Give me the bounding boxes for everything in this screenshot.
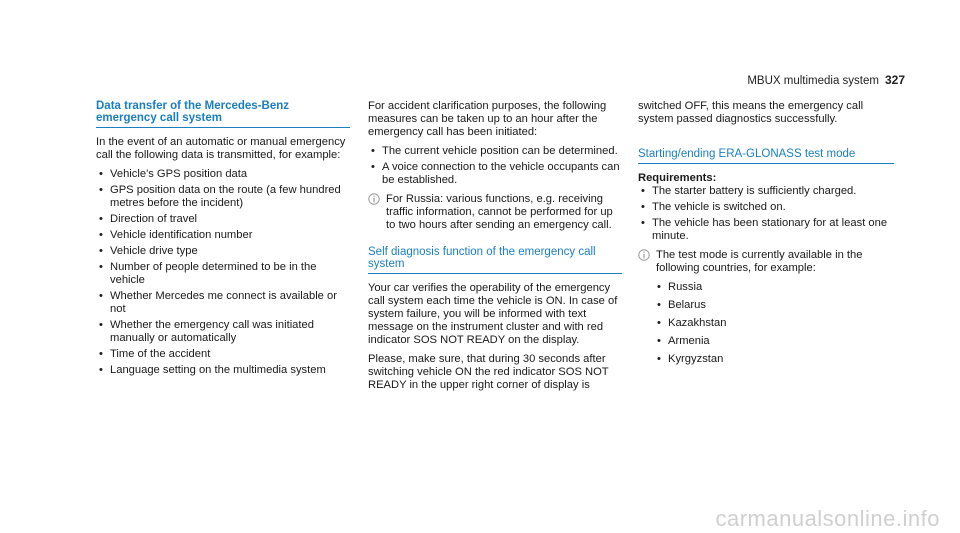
note-text: For Russia: various functions, e.g. receiving traffic information, cannot be performed for up to two hours after sending an emergency call.	[386, 193, 613, 231]
indicator-paragraph: Please, make sure, that during 30 seconds after switching vehicle ON the red indicator SOS NOT READY in the upper right corner of display is	[368, 353, 609, 391]
list-item: • Language setting on the multimedia system	[96, 364, 350, 377]
list-item: • Number of people determined to be in the vehicle	[96, 261, 350, 287]
list-item: • Kazakhstan	[654, 317, 894, 330]
list-item: • GPS position data on the route (a few hundred metres before the incident)	[96, 184, 350, 210]
list-item: • A voice connection to the vehicle occupants can be established.	[368, 161, 622, 187]
list-item: • Belarus	[654, 299, 894, 312]
continuation-paragraph: switched OFF, this means the emergency call system passed diagnostics successfully.	[638, 100, 864, 125]
list-item: • The vehicle has been stationary for at least one minute.	[638, 217, 894, 243]
page-number: 327	[884, 73, 905, 87]
measures-intro: For accident clarification purposes, the following measures can be taken up to an hour after the emergency call has been initiated:	[368, 100, 607, 138]
requirements-label: Requirements:	[638, 172, 717, 184]
running-head	[747, 73, 905, 87]
heading-data-transfer: Data transfer of the Mercedes-Benz emergency call system	[96, 100, 350, 128]
heading-self-diagnosis: Self diagnosis function of the emergency call system	[368, 246, 622, 274]
list-item: • Kyrgyzstan	[654, 353, 894, 366]
test-mode-note	[638, 249, 894, 275]
column-3	[638, 100, 894, 371]
info-icon	[368, 193, 380, 205]
transmitted-data-list	[96, 168, 350, 377]
measures-list	[368, 145, 622, 187]
section-title: MBUX multimedia system	[747, 75, 879, 87]
list-item: • Russia	[654, 281, 894, 294]
requirements-list	[638, 185, 894, 243]
list-item: • The vehicle is switched on.	[638, 201, 894, 214]
list-item: • Vehicle's GPS position data	[96, 168, 350, 181]
info-icon	[638, 249, 650, 261]
countries-list	[654, 281, 894, 366]
watermark: carmanualsonline.info	[715, 506, 940, 531]
heading-test-mode: Starting/ending ERA-GLONASS test mode	[638, 148, 894, 164]
list-item: • Time of the accident	[96, 348, 350, 361]
list-item: • Whether Mercedes me connect is available or not	[96, 290, 350, 316]
list-item: • Whether the emergency call was initiated manually or automatically	[96, 319, 350, 345]
column-2	[368, 100, 622, 398]
list-item: • Direction of travel	[96, 213, 350, 226]
list-item: • Vehicle identification number	[96, 229, 350, 242]
column-1	[96, 100, 350, 380]
self-diagnosis-paragraph: Your car verifies the operability of the emergency call system each time the vehicle is ON. In case of system failure, you will be informed with text message on the instrument cluster and with red indicator SOS NOT READY on the display.	[368, 282, 618, 346]
list-item: • Vehicle drive type	[96, 245, 350, 258]
note-text: The test mode is currently available in the following countries, for example:	[656, 249, 863, 274]
list-item: • The starter battery is sufficiently charged.	[638, 185, 894, 198]
russia-note	[368, 193, 622, 232]
intro-paragraph: In the event of an automatic or manual emergency call the following data is transmitted, for example:	[96, 136, 346, 161]
list-item: • The current vehicle position can be determined.	[368, 145, 622, 158]
list-item: • Armenia	[654, 335, 894, 348]
